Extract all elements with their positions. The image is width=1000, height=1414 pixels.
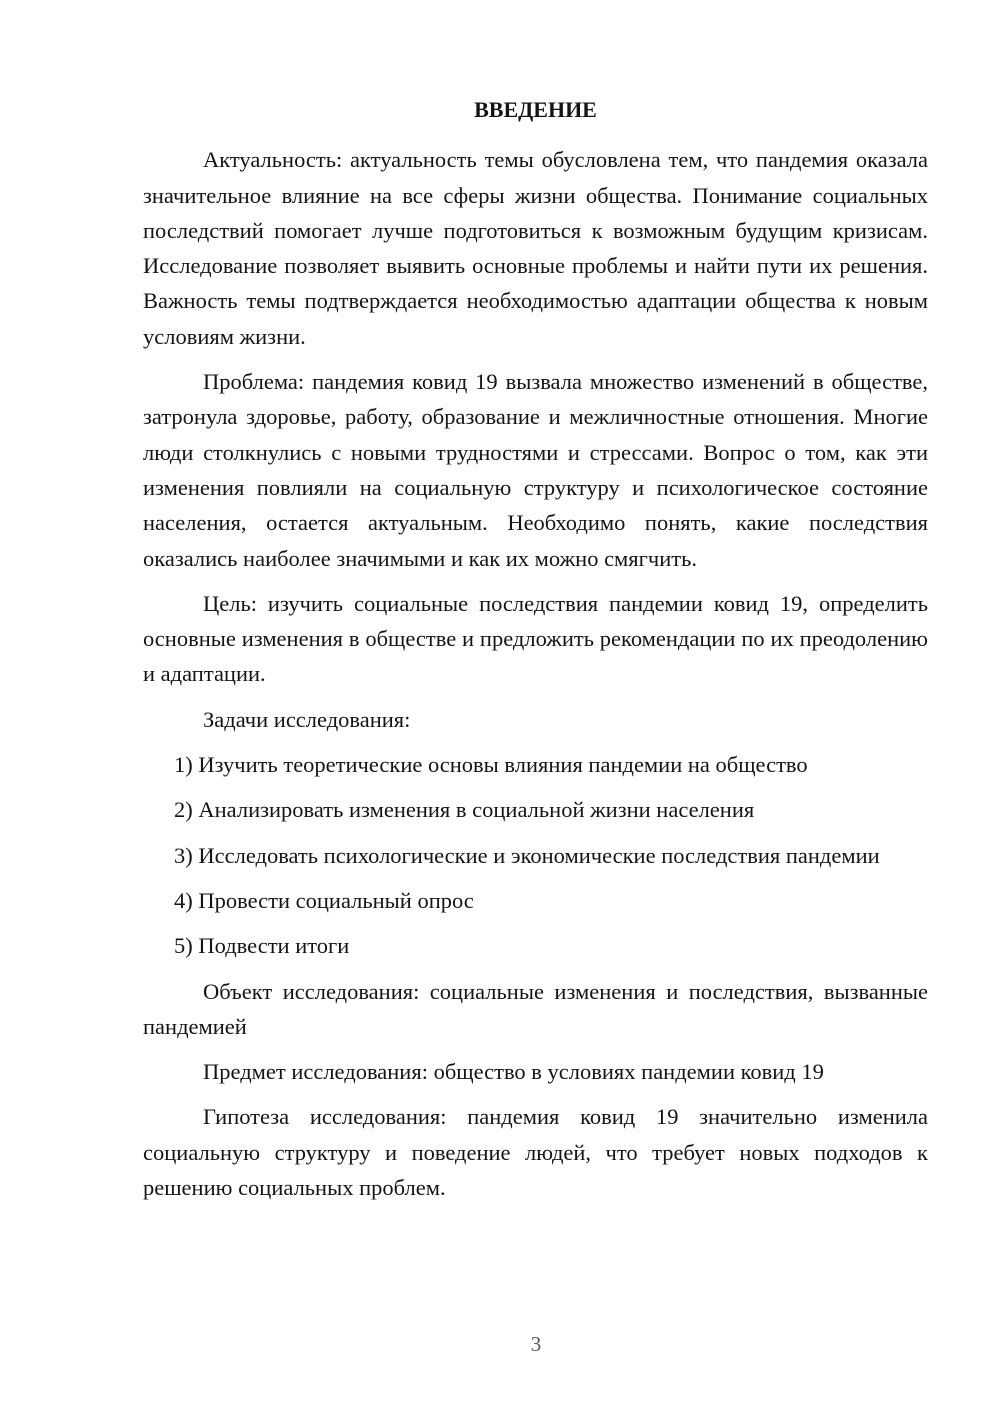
- task-item-5: 5) Подвести итоги: [174, 933, 350, 959]
- task-item-4: 4) Провести социальный опрос: [174, 887, 474, 913]
- paragraph-subject: Предмет исследования: общество в условиях пандемии ковид 19: [203, 1059, 824, 1085]
- paragraph-hypothesis: Гипотеза исследования: пандемия ковид 19 значительно изменила социальную структуру и поведение людей, что требует новых подходов к решению социальных проблем.: [143, 1104, 928, 1201]
- paragraph-goal: Цель: изучить социальные последствия пандемии ковид 19, определить основные изменения в обществе и предложить рекомендации по их преодолению и адаптации.: [143, 590, 928, 687]
- page-number: 3: [530, 1332, 542, 1356]
- task-item-2: 2) Анализировать изменения в социальной жизни населения: [174, 797, 755, 823]
- paragraph-problem: Проблема: пандемия ковид 19 вызвала множество изменений в обществе, затронула здоровье, работу, образование и межличностные отношения. Многие люди столкнулись с новыми трудностями и стрессами. Вопрос о том, как эти изменения повлияли на социальную структуру и психологическое состояние населения, остается актуальным. Необходимо понять, какие последствия оказались наиболее значимыми и как их можно смягчить.: [143, 369, 928, 571]
- task-item-3: 3) Исследовать психологические и экономические последствия пандемии: [174, 842, 880, 868]
- paragraph-relevance: Актуальность: актуальность темы обусловлена тем, что пандемия оказала значительное влияние на все сферы жизни общества. Понимание социальных последствий помогает лучше подготовиться к возможным будущим кризисам. Исследование позволяет выявить основные проблемы и найти пути их решения. Важность темы подтверждается необходимостью адаптации общества к новым условиям жизни.: [143, 147, 928, 349]
- task-item-1: 1) Изучить теоретические основы влияния пандемии на общество: [174, 752, 808, 778]
- paragraph-object: Объект исследования: социальные изменения и последствия, вызванные пандемией: [143, 978, 928, 1039]
- section-title: ВВЕДЕНИЕ: [474, 97, 597, 122]
- page-content: [143, 92, 928, 1215]
- paragraph-tasks-heading: Задачи исследования:: [203, 706, 411, 732]
